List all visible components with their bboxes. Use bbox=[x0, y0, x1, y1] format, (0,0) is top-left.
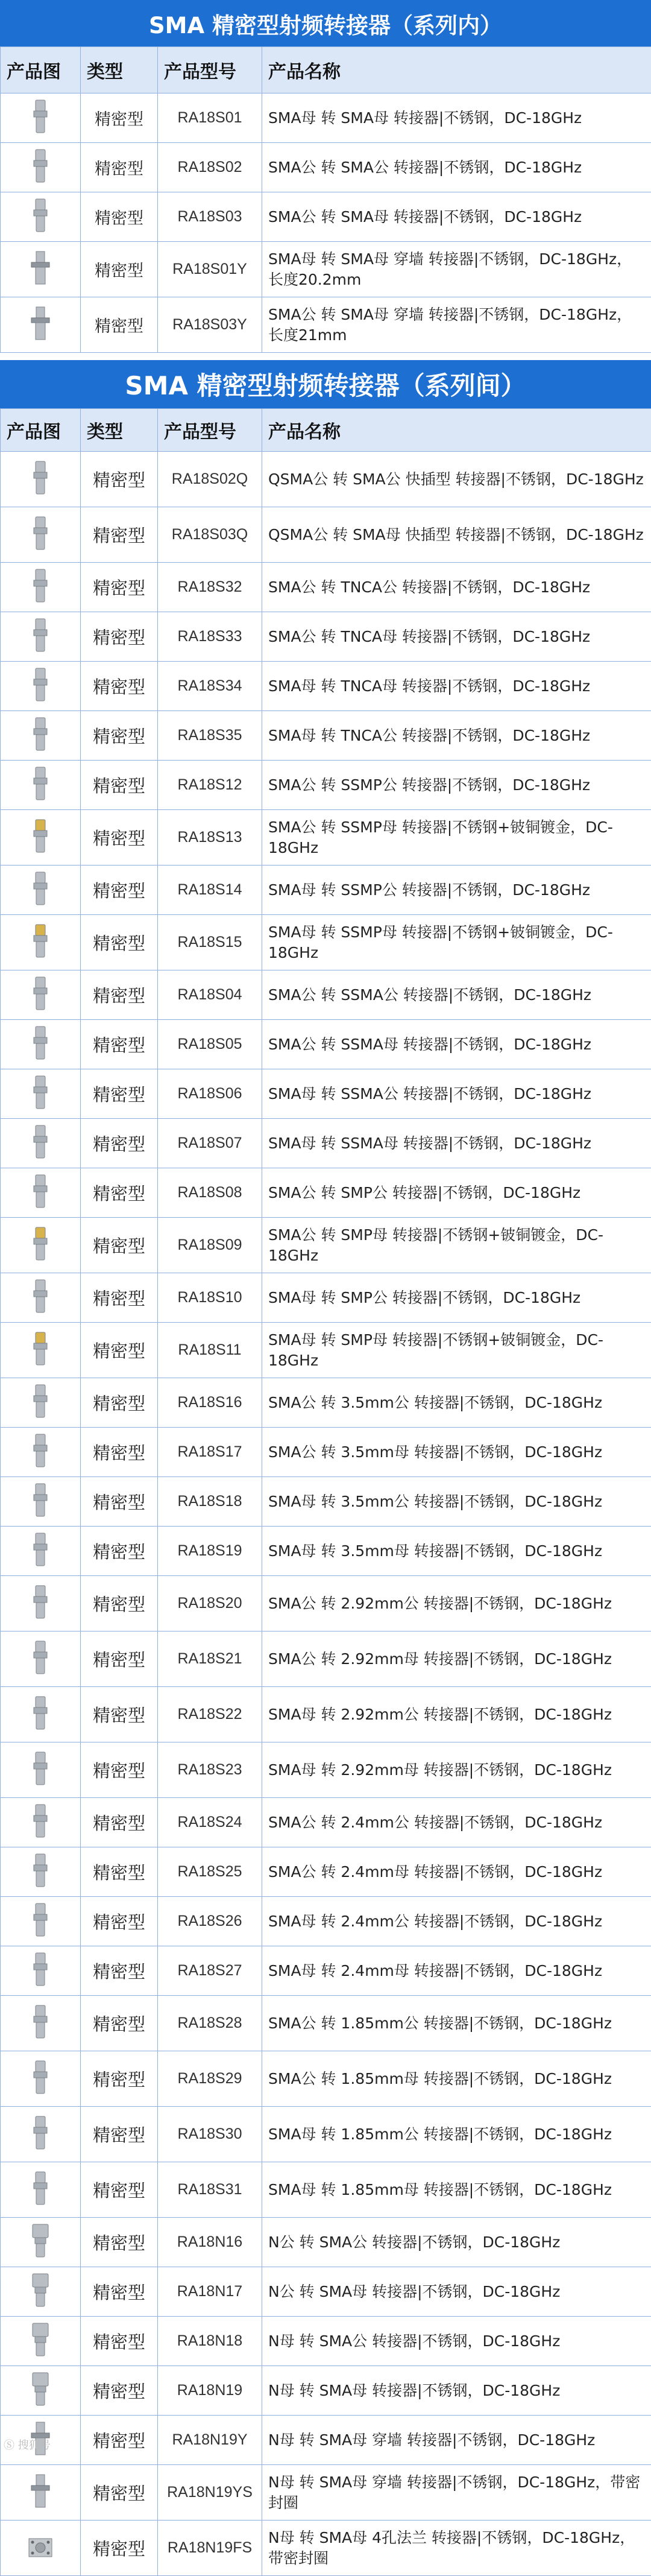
product-type: 精密型 bbox=[81, 1168, 158, 1218]
product-name: SMA公 转 SSMA公 转接器|不锈钢，DC-18GHz bbox=[262, 970, 651, 1020]
product-model: RA18S11 bbox=[158, 1323, 262, 1378]
product-image-cell bbox=[1, 2107, 81, 2162]
table-row bbox=[1, 2162, 651, 2218]
product-type: 精密型 bbox=[81, 1378, 158, 1428]
product-model: RA18S18 bbox=[158, 1477, 262, 1527]
table-row bbox=[1, 1020, 651, 1069]
table-row bbox=[1, 1687, 651, 1742]
connector-icon bbox=[27, 459, 54, 500]
product-image-cell bbox=[1, 612, 81, 662]
product-type: 精密型 bbox=[81, 2162, 158, 2218]
table-row bbox=[1, 1897, 651, 1946]
product-model: RA18S17 bbox=[158, 1428, 262, 1477]
connector-icon bbox=[27, 514, 54, 555]
product-name: SMA母 转 TNCA母 转接器|不锈钢，DC-18GHz bbox=[262, 662, 651, 711]
connector-icon bbox=[27, 975, 54, 1016]
product-model: RA18S33 bbox=[158, 612, 262, 662]
gold-connector-icon bbox=[27, 817, 54, 858]
product-type: 精密型 bbox=[81, 2521, 158, 2576]
header-type: 类型 bbox=[81, 47, 158, 93]
product-name: SMA母 转 2.92mm公 转接器|不锈钢，DC-18GHz bbox=[262, 1687, 651, 1742]
product-type: 精密型 bbox=[81, 2051, 158, 2107]
table-row bbox=[1, 1323, 651, 1378]
product-type: 精密型 bbox=[81, 2107, 158, 2162]
product-model: RA18S09 bbox=[158, 1218, 262, 1273]
table-row bbox=[1, 563, 651, 612]
product-image-cell bbox=[1, 507, 81, 563]
product-type: 精密型 bbox=[81, 192, 158, 242]
product-model: RA18N19 bbox=[158, 2366, 262, 2416]
product-model: RA18N16 bbox=[158, 2218, 262, 2267]
table-row bbox=[1, 1946, 651, 1996]
bulkhead-connector-icon bbox=[27, 2472, 54, 2513]
product-type: 精密型 bbox=[81, 1020, 158, 1069]
product-type: 精密型 bbox=[81, 1527, 158, 1576]
table-row bbox=[1, 2366, 651, 2416]
product-type: 精密型 bbox=[81, 1218, 158, 1273]
product-name: SMA母 转 TNCA公 转接器|不锈钢，DC-18GHz bbox=[262, 711, 651, 761]
product-type: 精密型 bbox=[81, 711, 158, 761]
product-type: 精密型 bbox=[81, 915, 158, 970]
product-name: N公 转 SMA公 转接器|不锈钢，DC-18GHz bbox=[262, 2218, 651, 2267]
product-model: RA18S13 bbox=[158, 810, 262, 866]
bulkhead-connector-icon bbox=[27, 305, 54, 346]
connector-icon bbox=[27, 870, 54, 911]
product-type: 精密型 bbox=[81, 810, 158, 866]
product-image-cell bbox=[1, 1631, 81, 1687]
product-name: SMA母 转 SMP公 转接器|不锈钢，DC-18GHz bbox=[262, 1273, 651, 1323]
product-type: 精密型 bbox=[81, 507, 158, 563]
product-name: SMA公 转 SMP母 转接器|不锈钢+铍铜镀金，DC-18GHz bbox=[262, 1218, 651, 1273]
table-row bbox=[1, 242, 651, 297]
connector-icon bbox=[27, 1802, 54, 1843]
product-table-within-series bbox=[0, 46, 651, 353]
table-row bbox=[1, 1428, 651, 1477]
product-image-cell bbox=[1, 242, 81, 297]
product-type: 精密型 bbox=[81, 2317, 158, 2366]
product-name: SMA母 转 2.4mm公 转接器|不锈钢，DC-18GHz bbox=[262, 1897, 651, 1946]
product-type: 精密型 bbox=[81, 2465, 158, 2521]
connector-icon bbox=[27, 197, 54, 238]
product-image-cell bbox=[1, 1897, 81, 1946]
connector-icon bbox=[27, 1123, 54, 1164]
product-image-cell bbox=[1, 1847, 81, 1897]
n-connector-icon bbox=[27, 2271, 54, 2312]
product-name: SMA母 转 SMA母 穿墙 转接器|不锈钢，DC-18GHz，长度20.2mm bbox=[262, 242, 651, 297]
product-type: 精密型 bbox=[81, 662, 158, 711]
product-image-cell bbox=[1, 1119, 81, 1168]
connector-icon bbox=[27, 765, 54, 806]
table-row bbox=[1, 1798, 651, 1847]
product-model: RA18S20 bbox=[158, 1576, 262, 1631]
product-name: SMA公 转 2.4mm公 转接器|不锈钢，DC-18GHz bbox=[262, 1798, 651, 1847]
product-model: RA18S01Y bbox=[158, 242, 262, 297]
product-image-cell bbox=[1, 143, 81, 192]
product-image-cell bbox=[1, 1527, 81, 1576]
header-model: 产品型号 bbox=[158, 409, 262, 452]
product-name: SMA母 转 3.5mm母 转接器|不锈钢，DC-18GHz bbox=[262, 1527, 651, 1576]
product-model: RA18S21 bbox=[158, 1631, 262, 1687]
product-model: RA18S22 bbox=[158, 1687, 262, 1742]
product-model: RA18S34 bbox=[158, 662, 262, 711]
product-image-cell bbox=[1, 2051, 81, 2107]
gold-connector-icon bbox=[27, 1330, 54, 1371]
product-model: RA18S23 bbox=[158, 1742, 262, 1798]
product-type: 精密型 bbox=[81, 1798, 158, 1847]
product-type: 精密型 bbox=[81, 242, 158, 297]
product-type: 精密型 bbox=[81, 2416, 158, 2465]
product-model: RA18S26 bbox=[158, 1897, 262, 1946]
table-row bbox=[1, 2218, 651, 2267]
table-row bbox=[1, 2107, 651, 2162]
table-row bbox=[1, 2317, 651, 2366]
product-model: RA18S31 bbox=[158, 2162, 262, 2218]
table-row bbox=[1, 2465, 651, 2521]
product-name: SMA母 转 1.85mm公 转接器|不锈钢，DC-18GHz bbox=[262, 2107, 651, 2162]
product-model: RA18N18 bbox=[158, 2317, 262, 2366]
product-name: SMA母 转 SSMP母 转接器|不锈钢+铍铜镀金，DC-18GHz bbox=[262, 915, 651, 970]
product-type: 精密型 bbox=[81, 143, 158, 192]
product-model: RA18S06 bbox=[158, 1069, 262, 1119]
product-type: 精密型 bbox=[81, 1847, 158, 1897]
product-image-cell bbox=[1, 93, 81, 143]
product-image-cell bbox=[1, 1273, 81, 1323]
flange-connector-icon bbox=[27, 2528, 54, 2569]
connector-icon bbox=[27, 2114, 54, 2155]
product-model: RA18S28 bbox=[158, 1996, 262, 2051]
section-title: SMA 精密型射频转接器（系列间） bbox=[0, 360, 651, 408]
product-model: RA18S03 bbox=[158, 192, 262, 242]
product-type: 精密型 bbox=[81, 1428, 158, 1477]
table-row bbox=[1, 1847, 651, 1897]
product-model: RA18S15 bbox=[158, 915, 262, 970]
product-name: SMA公 转 1.85mm母 转接器|不锈钢，DC-18GHz bbox=[262, 2051, 651, 2107]
product-model: RA18S14 bbox=[158, 866, 262, 915]
product-type: 精密型 bbox=[81, 563, 158, 612]
product-name: SMA公 转 SMA公 转接器|不锈钢，DC-18GHz bbox=[262, 143, 651, 192]
product-name: N母 转 SMA母 4孔法兰 转接器|不锈钢，DC-18GHz，带密封圈 bbox=[262, 2521, 651, 2576]
product-image-cell bbox=[1, 1477, 81, 1527]
product-image-cell bbox=[1, 563, 81, 612]
product-model: RA18S32 bbox=[158, 563, 262, 612]
header-type: 类型 bbox=[81, 409, 158, 452]
product-model: RA18N19YS bbox=[158, 2465, 262, 2521]
product-name: SMA母 转 3.5mm公 转接器|不锈钢，DC-18GHz bbox=[262, 1477, 651, 1527]
connector-icon bbox=[27, 1432, 54, 1473]
connector-icon bbox=[27, 2059, 54, 2100]
product-image-cell bbox=[1, 2521, 81, 2576]
table-row bbox=[1, 810, 651, 866]
connector-icon bbox=[27, 715, 54, 756]
product-name: N母 转 SMA母 转接器|不锈钢，DC-18GHz bbox=[262, 2366, 651, 2416]
product-name: SMA公 转 3.5mm母 转接器|不锈钢，DC-18GHz bbox=[262, 1428, 651, 1477]
connector-icon bbox=[27, 147, 54, 188]
connector-icon bbox=[27, 1481, 54, 1522]
product-type: 精密型 bbox=[81, 1069, 158, 1119]
product-name: N母 转 SMA母 穿墙 转接器|不锈钢，DC-18GHz，带密封圈 bbox=[262, 2465, 651, 2521]
product-image-cell bbox=[1, 1168, 81, 1218]
product-image-cell bbox=[1, 1218, 81, 1273]
product-model: RA18S24 bbox=[158, 1798, 262, 1847]
product-type: 精密型 bbox=[81, 452, 158, 507]
product-name: SMA公 转 SMA母 穿墙 转接器|不锈钢，DC-18GHz，长度21mm bbox=[262, 297, 651, 353]
connector-icon bbox=[27, 616, 54, 657]
product-type: 精密型 bbox=[81, 1996, 158, 2051]
product-model: RA18S03Y bbox=[158, 297, 262, 353]
product-image-cell bbox=[1, 1798, 81, 1847]
product-type: 精密型 bbox=[81, 2366, 158, 2416]
product-model: RA18S07 bbox=[158, 1119, 262, 1168]
table-row bbox=[1, 507, 651, 563]
table-row bbox=[1, 612, 651, 662]
product-image-cell bbox=[1, 810, 81, 866]
product-name: SMA母 转 SMA母 转接器|不锈钢，DC-18GHz bbox=[262, 93, 651, 143]
product-type: 精密型 bbox=[81, 1323, 158, 1378]
product-image-cell bbox=[1, 1946, 81, 1996]
product-image-cell bbox=[1, 2317, 81, 2366]
table-row bbox=[1, 866, 651, 915]
product-type: 精密型 bbox=[81, 1946, 158, 1996]
table-row bbox=[1, 1273, 651, 1323]
table-row bbox=[1, 915, 651, 970]
product-type: 精密型 bbox=[81, 1477, 158, 1527]
product-name: SMA母 转 2.92mm母 转接器|不锈钢，DC-18GHz bbox=[262, 1742, 651, 1798]
product-type: 精密型 bbox=[81, 1119, 158, 1168]
product-model: RA18S10 bbox=[158, 1273, 262, 1323]
product-model: RA18S04 bbox=[158, 970, 262, 1020]
gold-connector-icon bbox=[27, 1225, 54, 1266]
product-type: 精密型 bbox=[81, 2218, 158, 2267]
header-image: 产品图 bbox=[1, 409, 81, 452]
table-row bbox=[1, 297, 651, 353]
watermark: Ⓢ 搜狐号 bbox=[4, 2437, 51, 2452]
table-row bbox=[1, 1218, 651, 1273]
product-name: SMA公 转 2.92mm公 转接器|不锈钢，DC-18GHz bbox=[262, 1576, 651, 1631]
product-model: RA18S05 bbox=[158, 1020, 262, 1069]
n-connector-icon bbox=[27, 2321, 54, 2362]
product-model: RA18S01 bbox=[158, 93, 262, 143]
connector-icon bbox=[27, 2003, 54, 2044]
product-image-cell bbox=[1, 2267, 81, 2317]
product-image-cell bbox=[1, 1323, 81, 1378]
product-name: SMA公 转 SMA母 转接器|不锈钢，DC-18GHz bbox=[262, 192, 651, 242]
product-name: SMA公 转 TNCA公 转接器|不锈钢，DC-18GHz bbox=[262, 563, 651, 612]
product-name: N母 转 SMA公 转接器|不锈钢，DC-18GHz bbox=[262, 2317, 651, 2366]
product-model: RA18S25 bbox=[158, 1847, 262, 1897]
product-type: 精密型 bbox=[81, 761, 158, 810]
product-name: SMA公 转 SSMA母 转接器|不锈钢，DC-18GHz bbox=[262, 1020, 651, 1069]
product-model: RA18S30 bbox=[158, 2107, 262, 2162]
header-image: 产品图 bbox=[1, 47, 81, 93]
table-row bbox=[1, 1742, 651, 1798]
product-model: RA18S19 bbox=[158, 1527, 262, 1576]
table-row bbox=[1, 1069, 651, 1119]
table-header-row bbox=[1, 409, 651, 452]
product-name: SMA公 转 SSMP公 转接器|不锈钢，DC-18GHz bbox=[262, 761, 651, 810]
product-model: RA18S16 bbox=[158, 1378, 262, 1428]
product-image-cell bbox=[1, 1576, 81, 1631]
product-image-cell bbox=[1, 915, 81, 970]
product-type: 精密型 bbox=[81, 866, 158, 915]
product-image-cell bbox=[1, 1020, 81, 1069]
table-row bbox=[1, 143, 651, 192]
product-type: 精密型 bbox=[81, 2267, 158, 2317]
product-name: SMA母 转 1.85mm母 转接器|不锈钢，DC-18GHz bbox=[262, 2162, 651, 2218]
product-type: 精密型 bbox=[81, 1631, 158, 1687]
product-image-cell bbox=[1, 1742, 81, 1798]
product-image-cell bbox=[1, 2366, 81, 2416]
connector-icon bbox=[27, 1382, 54, 1423]
product-type: 精密型 bbox=[81, 1742, 158, 1798]
connector-icon bbox=[27, 1639, 54, 1680]
bulkhead-connector-icon bbox=[27, 249, 54, 290]
product-image-cell bbox=[1, 1428, 81, 1477]
product-model: RA18S08 bbox=[158, 1168, 262, 1218]
connector-icon bbox=[27, 1852, 54, 1893]
connector-icon bbox=[27, 1074, 54, 1115]
product-table-cross-series bbox=[0, 408, 651, 2576]
product-model: RA18S35 bbox=[158, 711, 262, 761]
product-name: SMA公 转 TNCA母 转接器|不锈钢，DC-18GHz bbox=[262, 612, 651, 662]
table-row bbox=[1, 970, 651, 1020]
connector-icon bbox=[27, 1531, 54, 1572]
table-row bbox=[1, 1527, 651, 1576]
product-name: SMA母 转 2.4mm母 转接器|不锈钢，DC-18GHz bbox=[262, 1946, 651, 1996]
product-image-cell bbox=[1, 970, 81, 1020]
product-model: RA18S02 bbox=[158, 143, 262, 192]
table-row bbox=[1, 662, 651, 711]
product-model: RA18S12 bbox=[158, 761, 262, 810]
product-name: SMA公 转 2.92mm母 转接器|不锈钢，DC-18GHz bbox=[262, 1631, 651, 1687]
table-row bbox=[1, 93, 651, 143]
section-title: SMA 精密型射频转接器（系列内） bbox=[0, 0, 651, 46]
table-row bbox=[1, 2267, 651, 2317]
n-connector-icon bbox=[27, 2222, 54, 2263]
connector-icon bbox=[27, 567, 54, 608]
product-name: SMA母 转 SSMA母 转接器|不锈钢，DC-18GHz bbox=[262, 1119, 651, 1168]
table-row bbox=[1, 761, 651, 810]
product-image-cell bbox=[1, 1687, 81, 1742]
connector-icon bbox=[27, 1694, 54, 1735]
product-model: RA18S03Q bbox=[158, 507, 262, 563]
product-name: SMA公 转 1.85mm公 转接器|不锈钢，DC-18GHz bbox=[262, 1996, 651, 2051]
product-type: 精密型 bbox=[81, 1576, 158, 1631]
table-row bbox=[1, 711, 651, 761]
table-header-row bbox=[1, 47, 651, 93]
product-name: QSMA公 转 SMA母 快插型 转接器|不锈钢，DC-18GHz bbox=[262, 507, 651, 563]
product-name: SMA公 转 SMP公 转接器|不锈钢，DC-18GHz bbox=[262, 1168, 651, 1218]
connector-icon bbox=[27, 1901, 54, 1942]
header-name: 产品名称 bbox=[262, 47, 651, 93]
table-row bbox=[1, 1576, 651, 1631]
header-model: 产品型号 bbox=[158, 47, 262, 93]
product-image-cell bbox=[1, 297, 81, 353]
product-name: SMA公 转 3.5mm公 转接器|不锈钢，DC-18GHz bbox=[262, 1378, 651, 1428]
product-image-cell bbox=[1, 866, 81, 915]
product-name: SMA母 转 SSMP公 转接器|不锈钢，DC-18GHz bbox=[262, 866, 651, 915]
connector-icon bbox=[27, 2169, 54, 2210]
product-type: 精密型 bbox=[81, 1897, 158, 1946]
connector-icon bbox=[27, 1583, 54, 1624]
product-image-cell bbox=[1, 452, 81, 507]
connector-icon bbox=[27, 1750, 54, 1791]
product-name: SMA公 转 2.4mm母 转接器|不锈钢，DC-18GHz bbox=[262, 1847, 651, 1897]
table-row bbox=[1, 2416, 651, 2465]
connector-icon bbox=[27, 1951, 54, 1992]
product-type: 精密型 bbox=[81, 297, 158, 353]
product-image-cell bbox=[1, 761, 81, 810]
table-row bbox=[1, 192, 651, 242]
product-name: N母 转 SMA母 穿墙 转接器|不锈钢，DC-18GHz bbox=[262, 2416, 651, 2465]
product-model: RA18N19FS bbox=[158, 2521, 262, 2576]
product-image-cell bbox=[1, 192, 81, 242]
product-name: QSMA公 转 SMA公 快插型 转接器|不锈钢，DC-18GHz bbox=[262, 452, 651, 507]
product-model: RA18N19Y bbox=[158, 2416, 262, 2465]
product-model: RA18S27 bbox=[158, 1946, 262, 1996]
table-row bbox=[1, 1168, 651, 1218]
table-row bbox=[1, 1378, 651, 1428]
gold-connector-icon bbox=[27, 922, 54, 963]
product-type: 精密型 bbox=[81, 1273, 158, 1323]
header-name: 产品名称 bbox=[262, 409, 651, 452]
connector-icon bbox=[27, 1172, 54, 1214]
product-type: 精密型 bbox=[81, 1687, 158, 1742]
product-model: RA18S02Q bbox=[158, 452, 262, 507]
product-image-cell bbox=[1, 2218, 81, 2267]
product-image-cell bbox=[1, 1996, 81, 2051]
product-image-cell bbox=[1, 2465, 81, 2521]
product-image-cell bbox=[1, 1378, 81, 1428]
product-name: SMA母 转 SSMA公 转接器|不锈钢，DC-18GHz bbox=[262, 1069, 651, 1119]
product-image-cell bbox=[1, 711, 81, 761]
n-connector-icon bbox=[27, 2370, 54, 2411]
connector-icon bbox=[27, 1024, 54, 1065]
table-row bbox=[1, 2051, 651, 2107]
table-row bbox=[1, 1119, 651, 1168]
product-model: RA18S29 bbox=[158, 2051, 262, 2107]
table-row bbox=[1, 1631, 651, 1687]
product-type: 精密型 bbox=[81, 93, 158, 143]
table-row bbox=[1, 452, 651, 507]
product-image-cell bbox=[1, 1069, 81, 1119]
product-image-cell bbox=[1, 2162, 81, 2218]
product-name: SMA公 转 SSMP母 转接器|不锈钢+铍铜镀金，DC-18GHz bbox=[262, 810, 651, 866]
product-image-cell bbox=[1, 662, 81, 711]
table-row bbox=[1, 2521, 651, 2576]
connector-icon bbox=[27, 1277, 54, 1318]
product-type: 精密型 bbox=[81, 970, 158, 1020]
connector-icon bbox=[27, 98, 54, 139]
product-name: SMA母 转 SMP母 转接器|不锈钢+铍铜镀金，DC-18GHz bbox=[262, 1323, 651, 1378]
connector-icon bbox=[27, 666, 54, 707]
product-name: N公 转 SMA母 转接器|不锈钢，DC-18GHz bbox=[262, 2267, 651, 2317]
table-row bbox=[1, 1477, 651, 1527]
product-type: 精密型 bbox=[81, 612, 158, 662]
product-model: RA18N17 bbox=[158, 2267, 262, 2317]
table-row bbox=[1, 1996, 651, 2051]
